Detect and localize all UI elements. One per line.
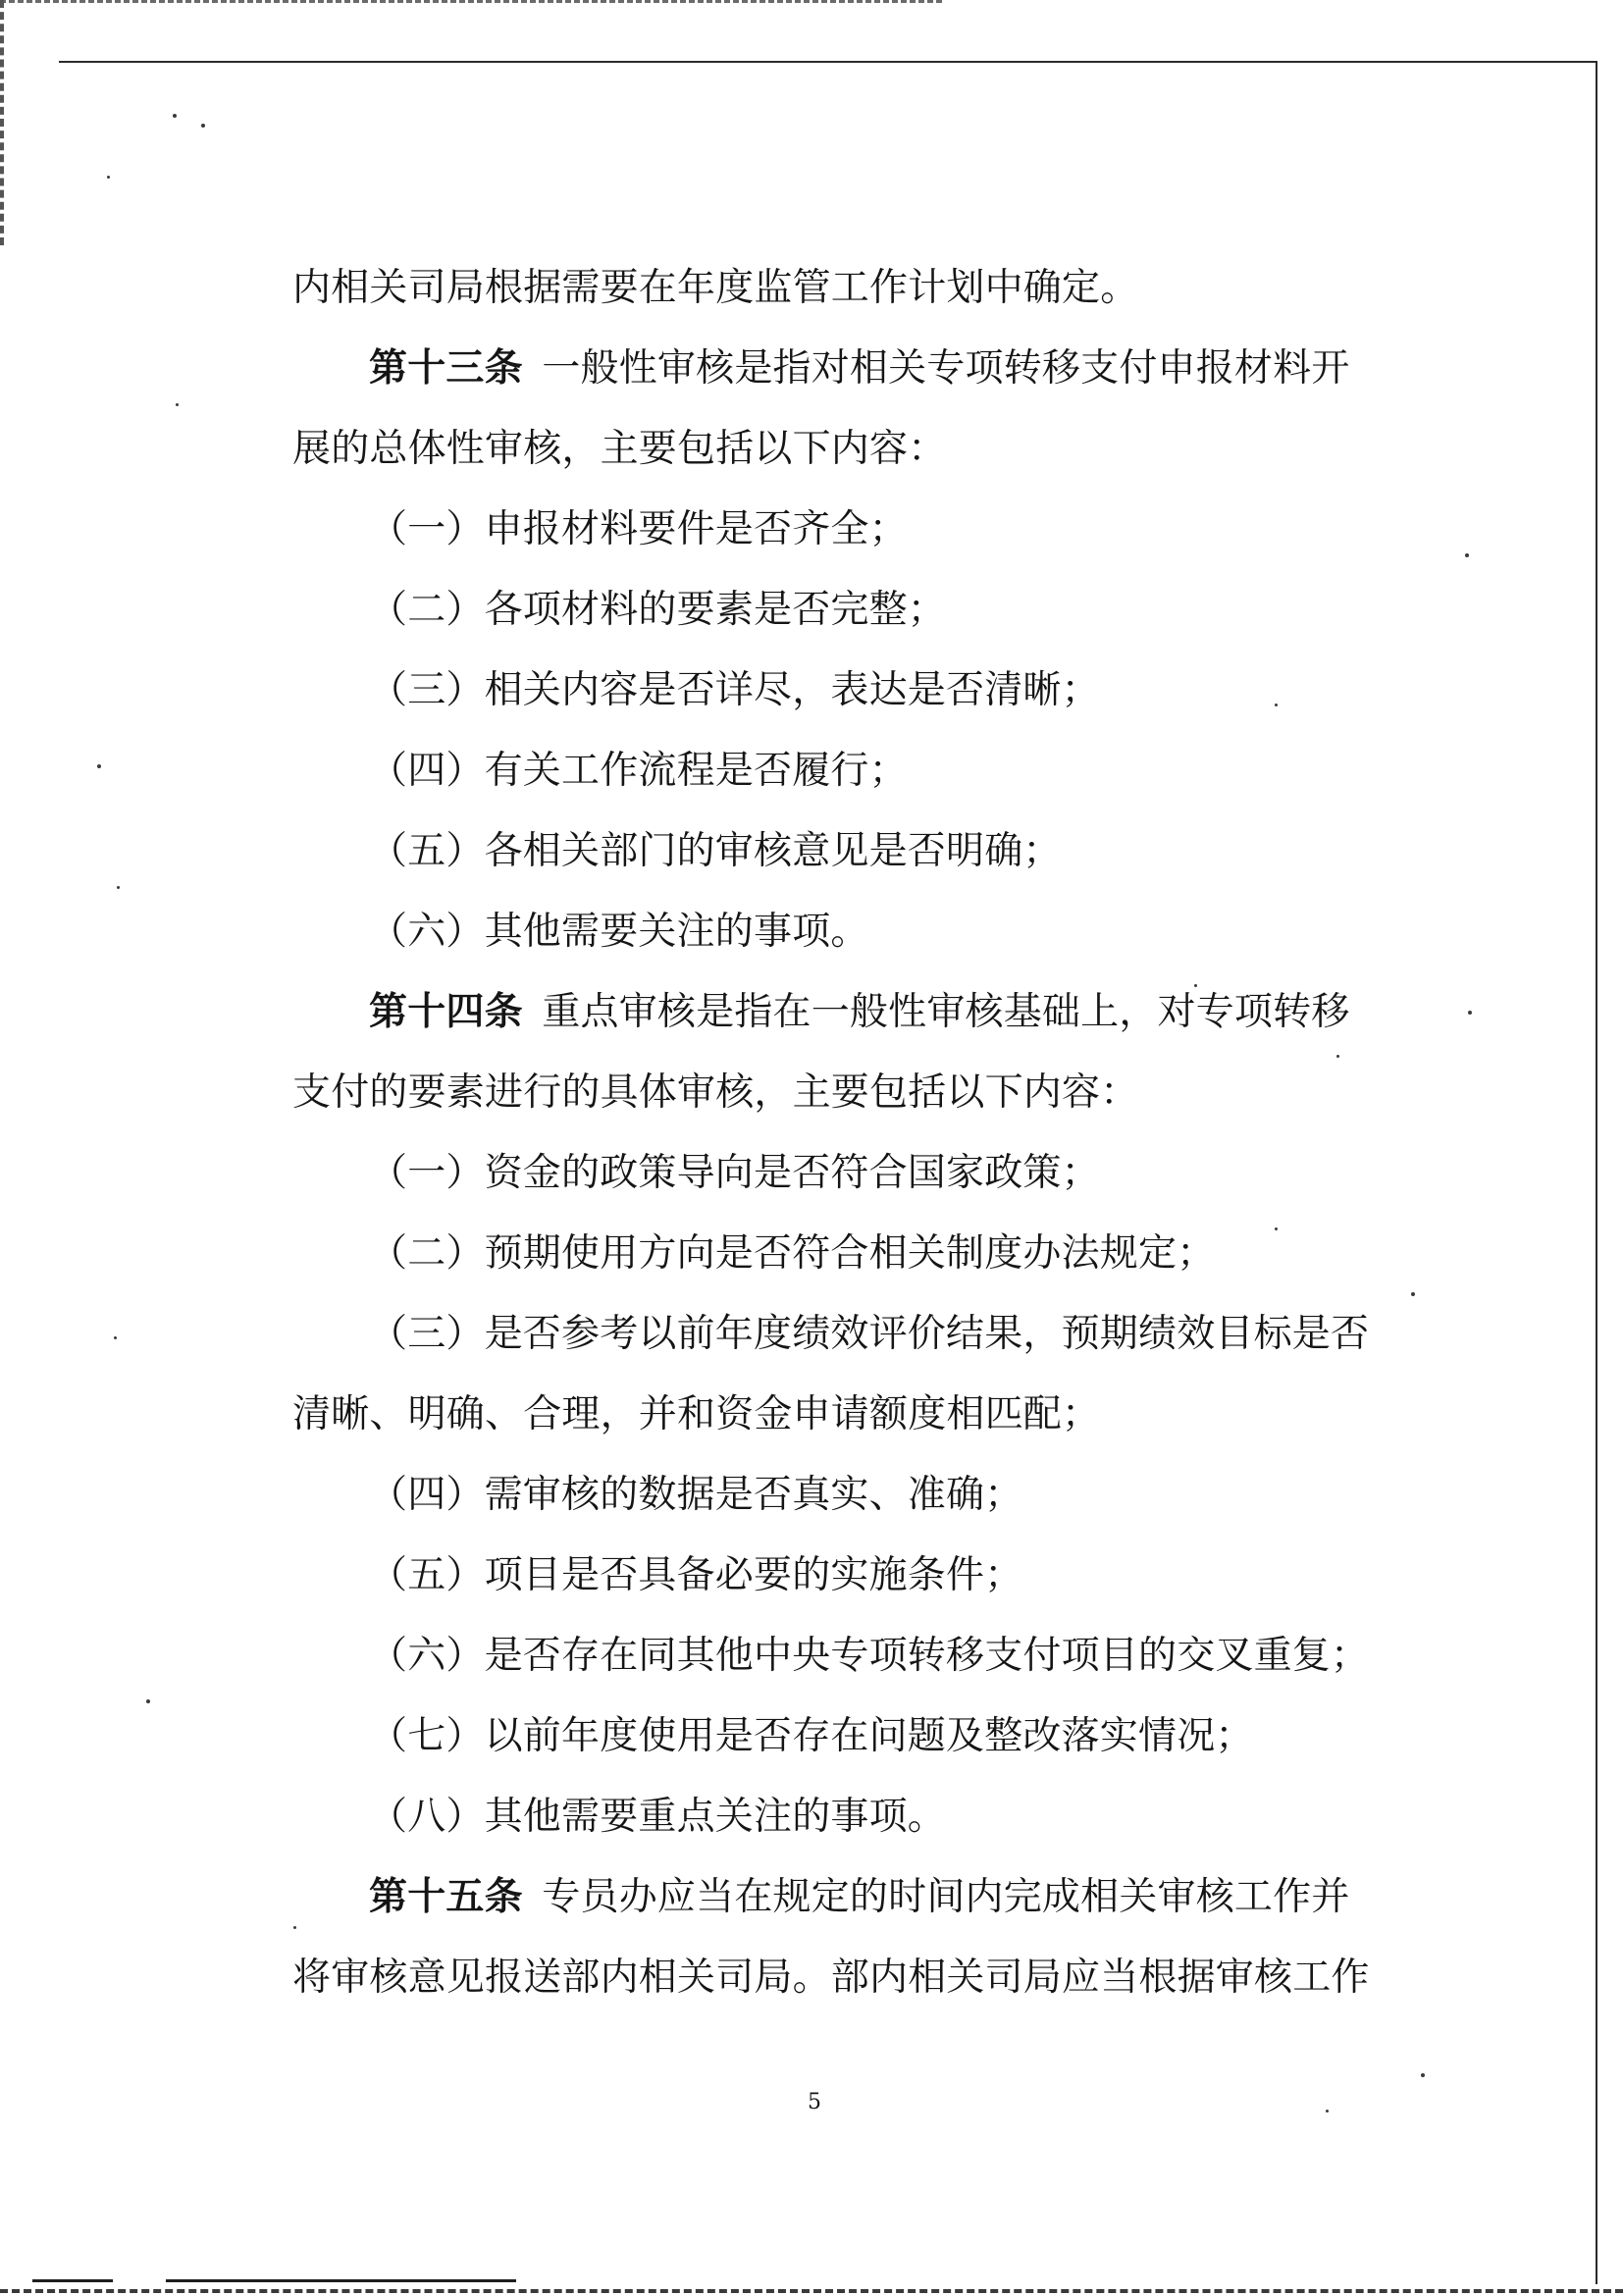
article-14-item-7: （七）以前年度使用是否存在问题及整改落实情况； (369, 1714, 1254, 1758)
article-14-line-1 (292, 972, 1401, 1053)
article-15-line-2: 将审核意见报送部内相关司局。部内相关司局应当根据审核工作 (292, 1956, 1370, 2000)
scan-edge-left (0, 0, 4, 245)
article-15-label: 第十五条 (369, 1875, 523, 1919)
article-14-item-5: （五）项目是否具备必要的实施条件； (369, 1553, 1023, 1597)
scan-speck (1465, 553, 1469, 557)
scan-edge-top (0, 0, 942, 3)
scan-speck (1411, 1292, 1415, 1296)
article-14-item-3-line-1: （三）是否参考以前年度绩效评价结果，预期绩效目标是否 (369, 1312, 1370, 1356)
scan-speck (114, 1336, 117, 1339)
scan-edge-bottom (0, 2289, 1623, 2293)
article-14-label: 第十四条 (369, 990, 523, 1034)
continuation-line: 内相关司局根据需要在年度监管工作计划中确定。 (292, 266, 1139, 310)
scan-speck (1421, 2073, 1425, 2077)
scan-speck (173, 114, 177, 118)
scan-speck (1468, 1011, 1472, 1015)
article-14-item-2: （二）预期使用方向是否符合相关制度办法规定； (369, 1231, 1216, 1276)
scan-speck (176, 403, 179, 406)
article-13-line-2: 展的总体性审核，主要包括以下内容： (292, 427, 947, 471)
scan-speck (201, 124, 205, 128)
article-15-text: 专员办应当在规定的时间内完成相关审核工作并 (542, 1875, 1350, 1919)
article-13-label: 第十三条 (369, 346, 523, 391)
header-rule (59, 61, 1597, 63)
article-13-text: 一般性审核是指对相关专项转移支付申报材料开 (542, 346, 1350, 391)
article-13-item-1: （一）申报材料要件是否齐全； (369, 507, 908, 551)
article-14-line-2: 支付的要素进行的具体审核，主要包括以下内容： (292, 1070, 1139, 1115)
article-14-item-1: （一）资金的政策导向是否符合国家政策； (369, 1151, 1100, 1195)
article-14-item-4: （四）需审核的数据是否真实、准确； (369, 1473, 1023, 1517)
scan-speck (1326, 2110, 1329, 2113)
scan-speck (1336, 1055, 1339, 1058)
scan-speck (107, 176, 110, 179)
scan-speck (1275, 704, 1278, 706)
scan-speck (117, 886, 120, 889)
article-13-line-1 (292, 329, 1401, 409)
scan-speck (146, 1699, 150, 1703)
article-14-item-8: （八）其他需要重点关注的事项。 (369, 1795, 947, 1839)
right-margin-rule (1596, 61, 1597, 2284)
page-number: 5 (808, 2090, 821, 2114)
article-13-item-6: （六）其他需要关注的事项。 (369, 910, 869, 954)
footer-rule-long (166, 2279, 516, 2282)
article-13-item-4: （四）有关工作流程是否履行； (369, 749, 908, 793)
article-13-item-5: （五）各相关部门的审核意见是否明确； (369, 829, 1062, 873)
scan-speck (97, 764, 101, 768)
article-14-text: 重点审核是指在一般性审核基础上，对专项转移 (542, 990, 1350, 1034)
article-14-item-6: （六）是否存在同其他中央专项转移支付项目的交叉重复； (369, 1634, 1370, 1678)
article-14-item-3-line-2: 清晰、明确、合理，并和资金申请额度相匹配； (292, 1392, 1101, 1436)
footer-rule-short (32, 2279, 113, 2282)
document-body (292, 248, 1401, 2018)
scan-speck (1194, 984, 1197, 987)
article-15-line-1 (292, 1857, 1401, 1938)
article-13-item-2: （二）各项材料的要素是否完整； (369, 588, 947, 632)
scan-speck (1275, 1227, 1278, 1230)
article-13-item-3: （三）相关内容是否详尽，表达是否清晰； (369, 668, 1100, 712)
scan-speck (293, 1926, 296, 1929)
